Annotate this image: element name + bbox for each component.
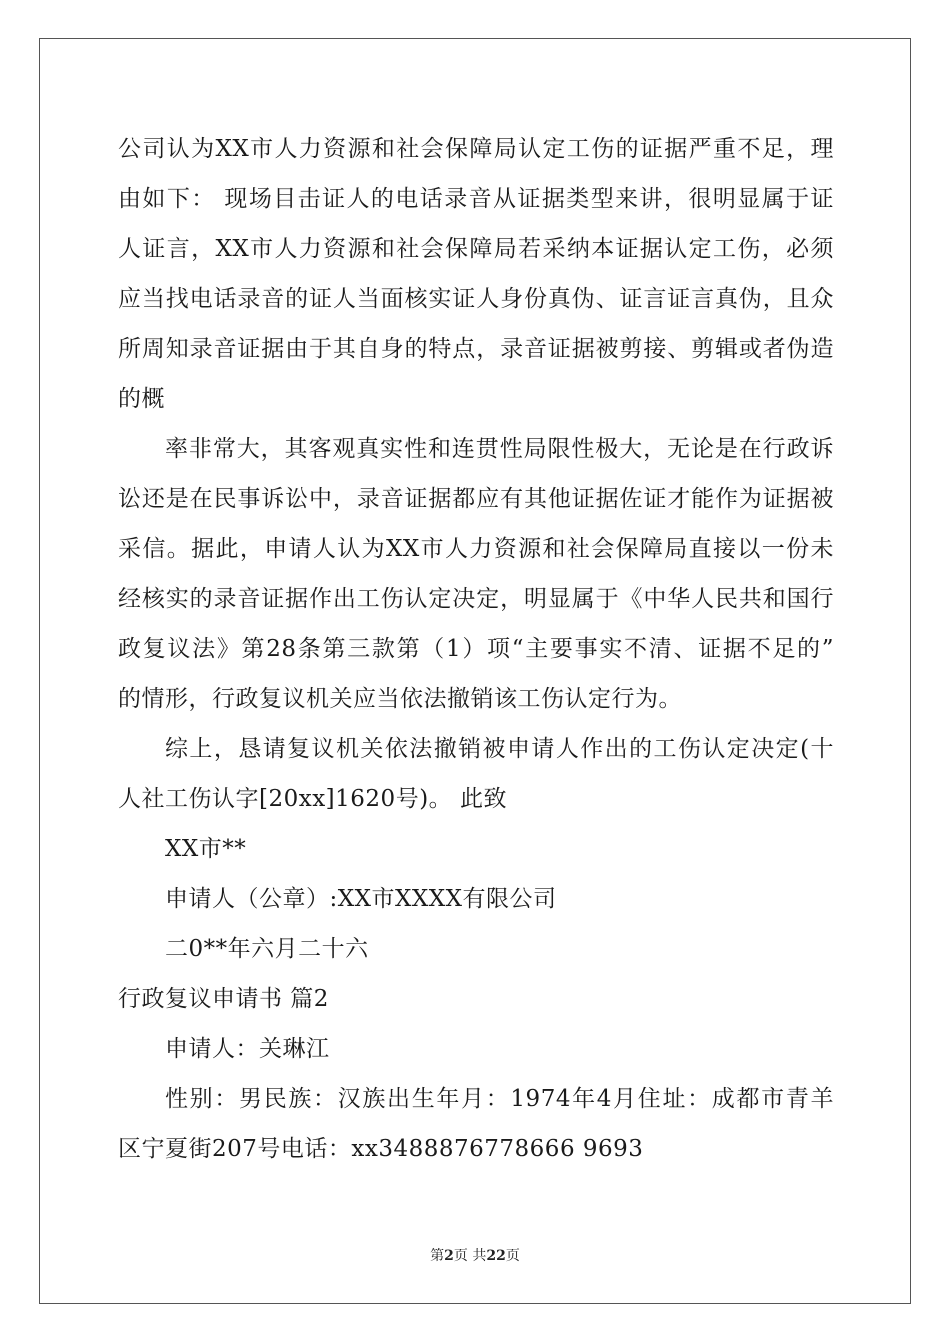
paragraph-line: 讼还是在民事诉讼中，录音证据都应有其他证据佐证才能作为证据被 [118, 486, 834, 512]
footer-suffix: 页 [505, 1248, 520, 1264]
footer-mid: 页 共 [453, 1248, 487, 1264]
section-heading: 行政复议申请书 篇2 [118, 986, 329, 1012]
salutation-line: XX市** [165, 836, 247, 862]
date-line: 二0**年六月二十六 [165, 936, 369, 962]
paragraph-line: 人证言，XX市人力资源和社会保障局若采纳本证据认定工伤，必须 [118, 236, 834, 262]
paragraph-line: 应当找电话录音的证人当面核实证人身份真伪、证言证言真伪，且众 [118, 286, 834, 312]
page-border [39, 38, 911, 1304]
paragraph-line: 综上，恳请复议机关依法撤销被申请人作出的工伤认定决定(十 [165, 736, 834, 762]
footer-prefix: 第 [430, 1248, 445, 1264]
paragraph-line: 采信。据此，申请人认为XX市人力资源和社会保障局直接以一份未 [118, 536, 834, 562]
paragraph-line: 经核实的录音证据作出工伤认定决定，明显属于《中华人民共和国行 [118, 586, 834, 612]
paragraph-line: 由如下： 现场目击证人的电话录音从证据类型来讲，很明显属于证 [118, 186, 834, 212]
paragraph-line: 的情形，行政复议机关应当依法撤销该工伤认定行为。 [118, 686, 682, 712]
paragraph-line: 率非常大，其客观真实性和连贯性局限性极大，无论是在行政诉 [165, 436, 834, 462]
applicant-seal-line: 申请人（公章）:XX市XXXX有限公司 [165, 886, 557, 912]
paragraph-line: 所周知录音证据由于其自身的特点，录音证据被剪接、剪辑或者伪造 [118, 336, 834, 362]
paragraph-line: 人社工伤认字[20xx]1620号)。 此致 [118, 786, 507, 812]
paragraph-line: 政复议法》第28条第三款第（1）项“主要事实不清、证据不足的” [118, 636, 834, 662]
applicant-address-line: 区宁夏街207号电话：xx3488876778666 9693 [118, 1136, 644, 1162]
page-footer [0, 1245, 950, 1265]
applicant-info-line: 性别：男民族：汉族出生年月：1974年4月住址：成都市青羊 [165, 1086, 834, 1112]
paragraph-line: 的概 [118, 386, 165, 412]
footer-total-pages: 22 [486, 1248, 506, 1264]
footer-page-number: 2 [444, 1248, 454, 1264]
applicant-name-line: 申请人：关琳江 [165, 1036, 330, 1062]
paragraph-line: 公司认为XX市人力资源和社会保障局认定工伤的证据严重不足，理 [118, 136, 834, 162]
